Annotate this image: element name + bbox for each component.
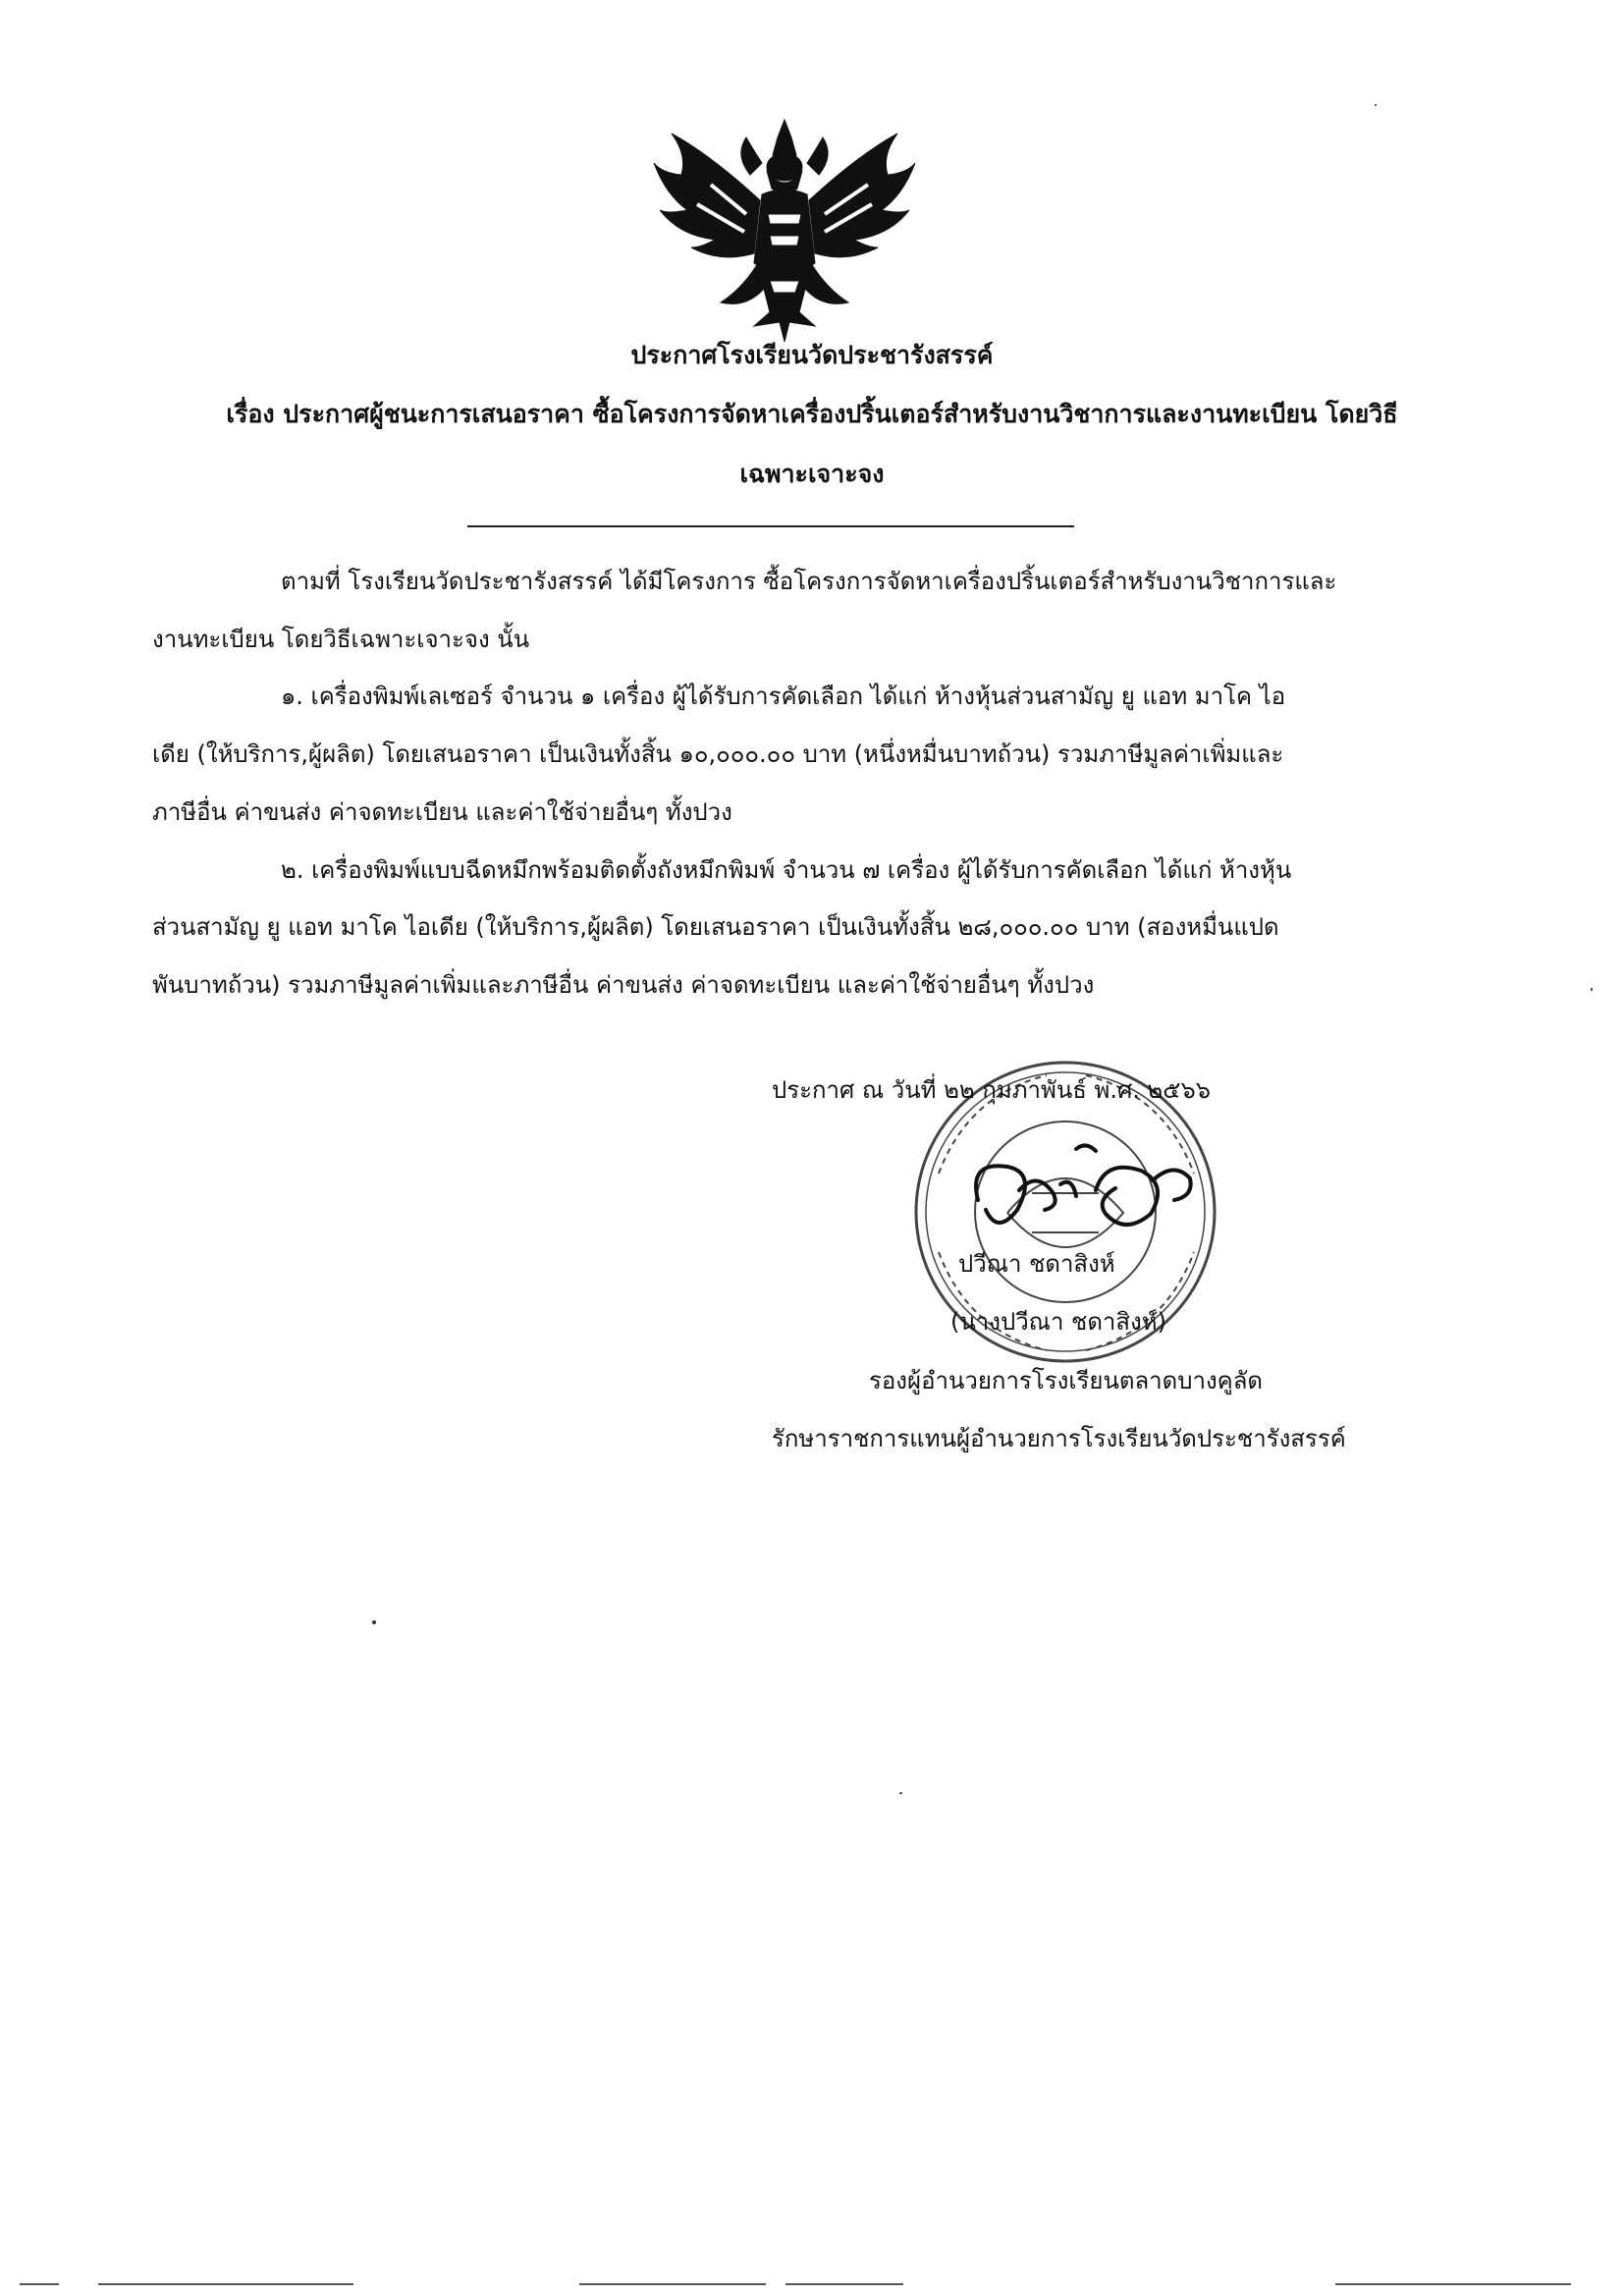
signer-position-2: รักษาราชการแทนผู้อำนวยการโรงเรียนวัดประชารังสรรค์ — [772, 1425, 1346, 1452]
item1-line-3: ภาษีอื่น ค่าขนส่ง ค่าจดทะเบียน และค่าใช้จ่ายอื่นๆ ทั้งปวง — [152, 798, 732, 826]
scan-edge-mark — [98, 2283, 353, 2285]
scan-edge-mark — [785, 2283, 903, 2285]
signer-name-short: ปวีณา ชดาสิงห์ — [958, 1250, 1115, 1278]
title-divider — [467, 525, 1074, 527]
announcer-title: ประกาศโรงเรียนวัดประชารังสรรค์ — [630, 341, 994, 369]
scan-speck — [1375, 104, 1377, 106]
item1-line-2: เดีย (ให้บริการ,ผู้ผลิต) โดยเสนอราคา เป็นเงินทั้งสิ้น ๑๐,๐๐๐.๐๐ บาท (หนึ่งหมื่นบาทถ้วน) รวมภาษีมูลค่าเพิ่มและ — [152, 740, 1284, 768]
signer-name-full: (นางปวีณา ชดาสิงห์) — [950, 1308, 1166, 1336]
intro-line-2: งานทะเบียน โดยวิธีเฉพาะเจาะจง นั้น — [152, 626, 530, 653]
garuda-emblem-icon — [652, 116, 917, 344]
scan-edge-mark — [1335, 2283, 1571, 2285]
item2-line-3: พันบาทถ้วน) รวมภาษีมูลค่าเพิ่มและภาษีอื่น ค่าขนส่ง ค่าจดทะเบียน และค่าใช้จ่ายอื่นๆ ทั้งปวง — [152, 971, 1095, 999]
item1-line-1: ๑. เครื่องพิมพ์เลเซอร์ จำนวน ๑ เครื่อง ผู้ได้รับการคัดเลือก ได้แก่ ห้างหุ้นส่วนสามัญ ยู แอท มาโค ไอ — [281, 683, 1286, 710]
item2-line-2: ส่วนสามัญ ยู แอท มาโค ไอเดีย (ให้บริการ,ผู้ผลิต) โดยเสนอราคา เป็นเงินทั้งสิ้น ๒๘,๐๐๐.๐๐ บาท (สองหมื่นแปด — [152, 913, 1279, 941]
subject-line-1: เรื่อง ประกาศผู้ชนะการเสนอราคา ซื้อโครงการจัดหาเครื่องปริ้นเตอร์สำหรับงานวิชาการและงานทะเบียน โดยวิธี — [226, 400, 1398, 428]
intro-line-1: ตามที่ โรงเรียนวัดประชารังสรรค์ ได้มีโครงการ ซื้อโครงการจัดหาเครื่องปริ้นเตอร์สำหรับงานวิชาการและ — [281, 568, 1337, 595]
scan-edge-mark — [579, 2283, 766, 2285]
item2-line-1: ๒. เครื่องพิมพ์แบบฉีดหมึกพร้อมติดตั้งถังหมึกพิมพ์ จำนวน ๗ เครื่อง ผู้ได้รับการคัดเลือก ได้แก่ ห้างหุ้น — [281, 856, 1292, 884]
scan-edge-mark — [20, 2283, 59, 2285]
scan-speck — [372, 1620, 376, 1624]
signer-position-1: รองผู้อำนวยการโรงเรียนตลาดบางคูลัด — [869, 1367, 1264, 1394]
announcement-date: ประกาศ ณ วันที่ ๒๒ กุมภาพันธ์ พ.ศ. ๒๕๖๖ — [772, 1076, 1211, 1104]
scan-speck — [899, 1792, 902, 1794]
subject-line-2: เฉพาะเจาะจง — [739, 460, 885, 488]
handwritten-signature-icon — [958, 1141, 1204, 1249]
scan-speck — [1591, 988, 1593, 991]
